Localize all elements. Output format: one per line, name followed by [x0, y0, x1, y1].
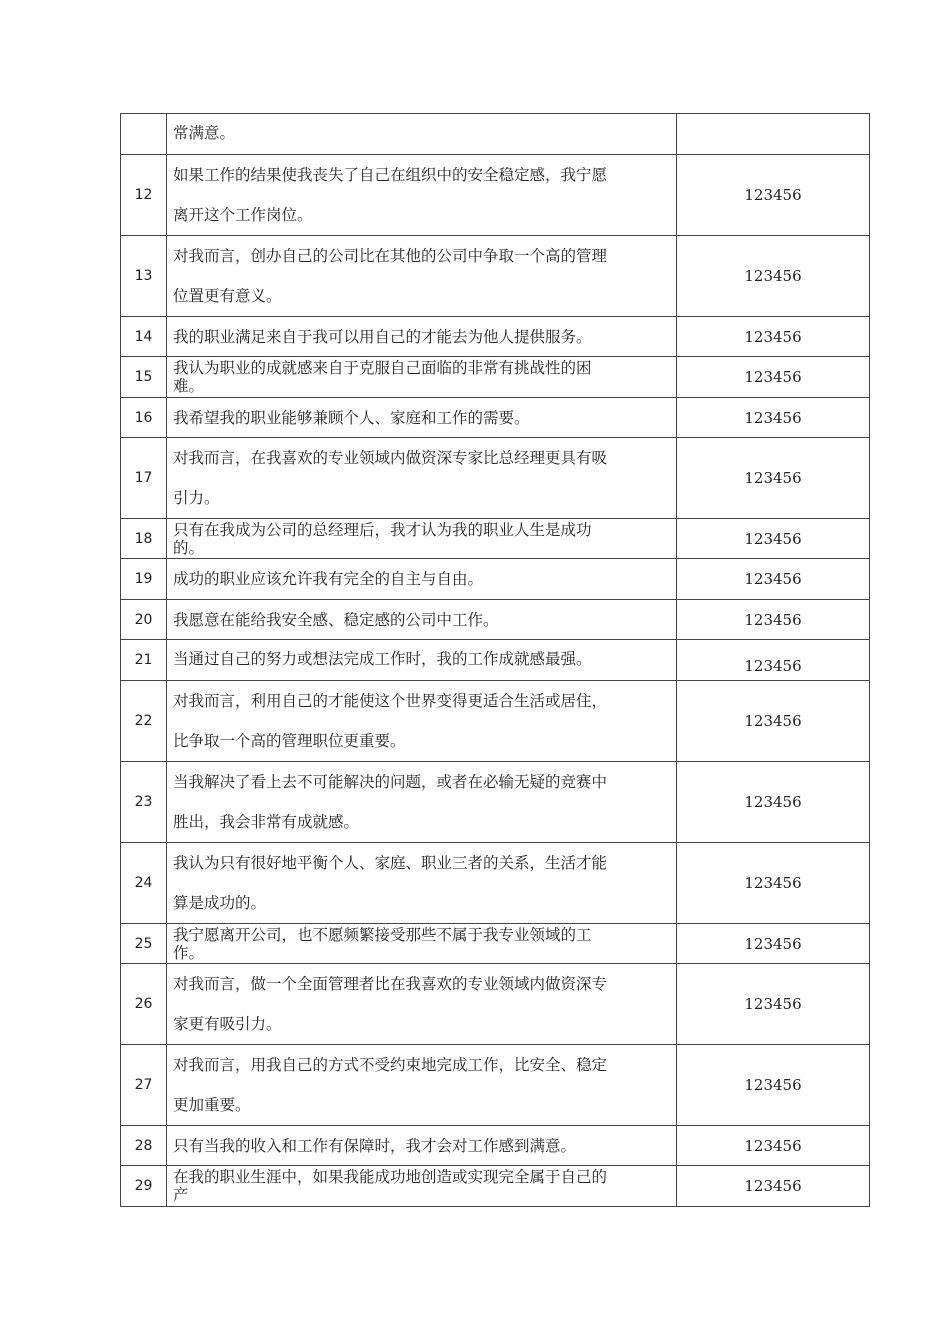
item-number: 23 — [121, 762, 167, 843]
item-statement — [167, 317, 677, 357]
item-number: 26 — [121, 964, 167, 1045]
score-options: 123456 — [677, 1166, 870, 1207]
item-number: 12 — [121, 155, 167, 236]
statement-line: 当通过自己的努力或想法完成工作时，我的工作成就感最强。 — [173, 650, 592, 668]
table-row — [121, 438, 870, 519]
statement-line: 当我解决了看上去不可能解决的问题，或者在必输无疑的竞赛中 — [173, 773, 608, 791]
statement-line: 我希望我的职业能够兼顾个人、家庭和工作的需要。 — [173, 408, 530, 427]
statement-line: 常满意。 — [173, 124, 236, 142]
statement-line: 我认为职业的成就感来自于克服自己面临的非常有挑战性的困 — [173, 359, 592, 377]
score-options: 123456 — [677, 155, 870, 236]
item-statement — [167, 438, 677, 519]
score-options: 123456 — [677, 357, 870, 398]
statement-line: 更加重要。 — [173, 1096, 251, 1114]
score-options: 123456 — [677, 924, 870, 964]
table-row — [121, 398, 870, 438]
table-row — [121, 155, 870, 236]
score-options: 123456 — [677, 559, 870, 600]
table-row — [121, 924, 870, 964]
table-row — [121, 640, 870, 681]
statement-line: 位置更有意义。 — [173, 287, 282, 305]
table-row — [121, 559, 870, 600]
statement-line: 引力。 — [173, 489, 220, 507]
statement-line: 对我而言，创办自己的公司比在其他的公司中争取一个高的管理 — [173, 247, 608, 265]
item-statement — [167, 843, 677, 924]
score-options: 123456 — [677, 600, 870, 640]
table-row — [121, 964, 870, 1045]
score-options: 123456 — [677, 681, 870, 762]
statement-line: 我宁愿离开公司，也不愿频繁接受那些不属于我专业领域的工 — [173, 925, 592, 944]
table-row — [121, 519, 870, 559]
score-options: 123456 — [677, 964, 870, 1045]
statement-line: 成功的职业应该允许我有完全的自主与自由。 — [173, 570, 484, 588]
item-number: 18 — [121, 519, 167, 559]
table-row — [121, 357, 870, 398]
item-number: 19 — [121, 559, 167, 600]
item-number: 25 — [121, 924, 167, 964]
item-statement — [167, 762, 677, 843]
statement-line: 离开这个工作岗位。 — [173, 206, 313, 224]
item-statement — [167, 1126, 677, 1166]
statement-line: 难。 — [173, 377, 205, 395]
statement-line: 比争取一个高的管理职位更重要。 — [173, 732, 406, 750]
statement-line: 家更有吸引力。 — [173, 1015, 282, 1033]
questionnaire-table — [120, 113, 870, 1207]
item-number: 17 — [121, 438, 167, 519]
item-statement — [167, 519, 677, 559]
item-statement — [167, 236, 677, 317]
statement-line: 我认为只有很好地平衡个人、家庭、职业三者的关系，生活才能 — [173, 854, 608, 872]
item-statement — [167, 600, 677, 640]
score-options: 123456 — [677, 317, 870, 357]
table-row — [121, 317, 870, 357]
score-options: 123456 — [677, 640, 870, 681]
item-statement — [167, 681, 677, 762]
statement-line: 对我而言，在我喜欢的专业领域内做资深专家比总经理更具有吸 — [173, 449, 608, 467]
statement-line: 对我而言，利用自己的才能使这个世界变得更适合生活或居住， — [173, 692, 608, 710]
statement-line: 胜出，我会非常有成就感。 — [173, 813, 360, 831]
score-options: 123456 — [677, 236, 870, 317]
item-statement — [167, 559, 677, 600]
score-options: 123456 — [677, 398, 870, 438]
score-options: 123456 — [677, 1126, 870, 1166]
item-statement — [167, 640, 677, 681]
item-statement — [167, 1166, 677, 1207]
table-row — [121, 600, 870, 640]
statement-line: 如果工作的结果使我丧失了自己在组织中的安全稳定感，我宁愿 — [173, 166, 608, 184]
item-number: 24 — [121, 843, 167, 924]
statement-line: 只有在我成为公司的总经理后，我才认为我的职业人生是成功 — [173, 520, 592, 539]
statement-line: 我愿意在能给我安全感、稳定感的公司中工作。 — [173, 610, 499, 629]
statement-line: 对我而言，用我自己的方式不受约束地完成工作，比安全、稳定 — [173, 1056, 608, 1074]
table-row — [121, 1126, 870, 1166]
item-number: 15 — [121, 357, 167, 398]
table-row — [121, 762, 870, 843]
score-options: 123456 — [677, 843, 870, 924]
item-number: 28 — [121, 1126, 167, 1166]
item-number: 16 — [121, 398, 167, 438]
statement-line: 产 — [173, 1186, 189, 1204]
item-statement — [167, 398, 677, 438]
item-number: 14 — [121, 317, 167, 357]
statement-line: 算是成功的。 — [173, 894, 267, 912]
table-row — [121, 114, 870, 155]
item-number — [121, 114, 167, 155]
item-statement — [167, 964, 677, 1045]
item-number: 22 — [121, 681, 167, 762]
score-options: 123456 — [677, 1045, 870, 1126]
item-statement — [167, 1045, 677, 1126]
table-row — [121, 1045, 870, 1126]
statement-line: 的。 — [173, 538, 205, 557]
table-row — [121, 236, 870, 317]
statement-line: 只有当我的收入和工作有保障时，我才会对工作感到满意。 — [173, 1136, 577, 1155]
table-row — [121, 681, 870, 762]
item-number: 27 — [121, 1045, 167, 1126]
table-body — [121, 114, 870, 1207]
score-options: 123456 — [677, 519, 870, 559]
item-statement — [167, 114, 677, 155]
item-statement — [167, 924, 677, 964]
item-number: 20 — [121, 600, 167, 640]
statement-line: 在我的职业生涯中，如果我能成功地创造或实现完全属于自己的 — [173, 1168, 608, 1186]
statement-line: 我的职业满足来自于我可以用自己的才能去为他人提供服务。 — [173, 327, 592, 346]
item-number: 21 — [121, 640, 167, 681]
score-options: 123456 — [677, 762, 870, 843]
item-statement — [167, 155, 677, 236]
score-options — [677, 114, 870, 155]
score-options: 123456 — [677, 438, 870, 519]
statement-line: 对我而言，做一个全面管理者比在我喜欢的专业领域内做资深专 — [173, 975, 608, 993]
statement-line: 作。 — [173, 943, 205, 962]
item-number: 29 — [121, 1166, 167, 1207]
table-row — [121, 843, 870, 924]
item-statement — [167, 357, 677, 398]
table-row — [121, 1166, 870, 1207]
item-number: 13 — [121, 236, 167, 317]
